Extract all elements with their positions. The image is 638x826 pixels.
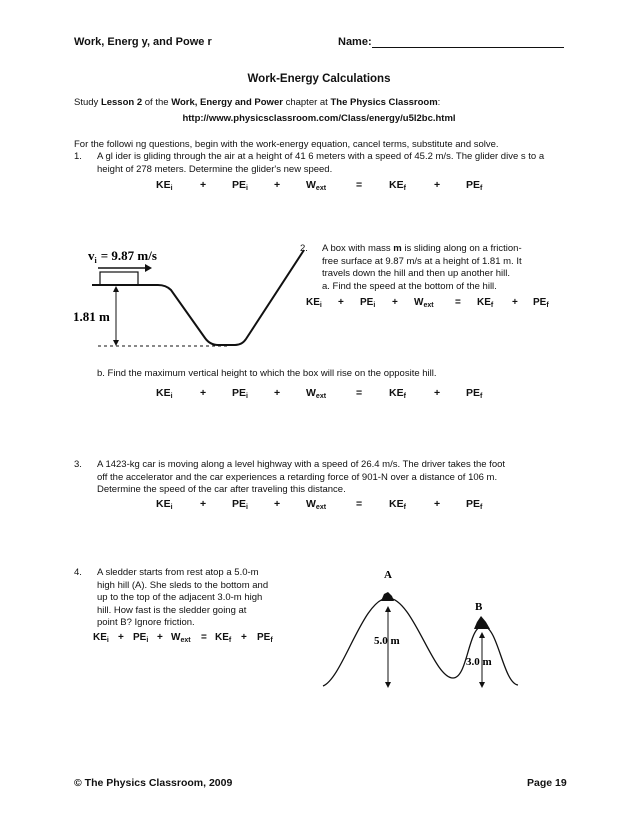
q1-text: A gl ider is gliding through the air at a height of 41 6 meters with a speed of 45.2 m/s. The glider dive s to a height of 278 meters. Determine the glider's new speed. — [97, 151, 545, 175]
eq-plus: + — [157, 632, 163, 643]
q2-fig-height-arrowhead-top — [113, 286, 119, 292]
study-mid: of the — [142, 97, 172, 108]
study-url[interactable]: http://www.physicsclassroom.com/Class/energy/u5l2bc.html — [182, 113, 456, 124]
eq-w-ext: $W_{ext}$ — [414, 297, 434, 309]
eq-plus: + — [434, 179, 441, 191]
q2-fig-height-arrowhead-bottom — [113, 340, 119, 346]
equation-row-q2b — [0, 387, 638, 403]
eq-equals: = — [201, 632, 207, 643]
q3-number: 3. — [74, 459, 82, 470]
eq-equals: = — [356, 179, 363, 191]
q2-fig-arrowhead — [145, 264, 152, 272]
q4-fig-label-a: A — [384, 569, 392, 581]
eq-pe-f: $PE_f$ — [257, 632, 273, 644]
q2-fig-vi-label: $v_i = 9.87$ m/s — [88, 248, 157, 265]
q2-line2: free surface at 9.87 m/s at a height of 1.81 m. It — [322, 255, 522, 267]
eq-plus: + — [338, 297, 344, 308]
q4-fig-height-a-arrowhead-top — [385, 606, 391, 612]
eq-plus: + — [200, 498, 207, 510]
q2-part-a: a. Find the speed at the bottom of the hill. — [322, 280, 497, 292]
instructions: For the followi ng questions, begin with the work-energy equation, cancel terms, substitute and solve. — [74, 139, 499, 150]
study-lesson: Lesson 2 — [100, 97, 143, 108]
eq-pe-i: $PE_i$ — [133, 632, 149, 644]
eq-plus: + — [241, 632, 247, 643]
eq-ke-i: $KE_i$ — [306, 297, 322, 309]
eq-ke-i: $KE_i$ — [156, 387, 173, 400]
q4-fig-height-a-arrowhead-bottom — [385, 682, 391, 688]
q3-line3: Determine the speed of the car after traveling this distance. — [97, 484, 346, 495]
q1-number: 1. — [74, 151, 82, 162]
eq-equals: = — [455, 297, 461, 308]
eq-pe-i: $PE_i$ — [232, 498, 248, 511]
eq-w-ext: $W_{ext}$ — [306, 498, 327, 511]
header-title: Work, Energ y, and Powe r — [74, 36, 212, 48]
q3-text — [97, 459, 567, 497]
equation-row-q1 — [0, 179, 638, 195]
eq-plus: + — [274, 387, 281, 399]
worksheet-title: Work-Energy Calculations — [247, 73, 391, 85]
eq-w-ext: $W_{ext}$ — [171, 632, 191, 644]
eq-plus: + — [434, 387, 441, 399]
q2-number: 2. — [300, 243, 308, 254]
q3-line1: A 1423-kg car is moving along a level highway with a speed of 26.4 m/s. The driver takes the foot — [97, 459, 506, 470]
study-site: The Physics Classroom — [330, 97, 438, 108]
eq-plus: + — [118, 632, 124, 643]
footer-page-number: Page 19 — [527, 777, 567, 789]
q4-fig-hills — [323, 598, 518, 686]
q4-hills-figure — [318, 568, 523, 693]
eq-ke-f: $KE_f$ — [389, 179, 406, 192]
eq-plus: + — [200, 387, 207, 399]
eq-pe-i: $PE_i$ — [360, 297, 376, 309]
q4-line5: point B? Ignore friction. — [97, 617, 195, 628]
eq-ke-i: $KE_i$ — [156, 179, 173, 192]
q2-line3: travels down the hill and then up another hill. — [322, 268, 511, 279]
eq-ke-i: $KE_i$ — [93, 632, 109, 644]
q2-fig-box — [100, 272, 138, 285]
study-prefix: Study — [74, 97, 101, 108]
name-field-line[interactable] — [372, 47, 564, 48]
q4-fig-height-b-arrowhead-top — [479, 632, 485, 638]
q4-line4: hill. How fast is the sledder going at — [97, 604, 247, 616]
q4-fig-sledder-b — [474, 616, 490, 629]
eq-pe-i: $PE_i$ — [232, 179, 248, 192]
study-line — [74, 97, 440, 110]
eq-equals: = — [356, 387, 363, 399]
eq-plus: + — [200, 179, 207, 191]
eq-plus: + — [274, 498, 281, 510]
eq-w-ext: $W_{ext}$ — [306, 387, 327, 400]
q2-line1: A box with mass — [322, 243, 394, 254]
q4-text — [97, 567, 297, 630]
q4-line3: up to the top of the adjacent 3.0-m high — [97, 592, 263, 603]
eq-pe-f: $PE_f$ — [466, 498, 483, 511]
eq-ke-f: $KE_f$ — [215, 632, 232, 644]
q4-fig-height-b-label: 3.0 m — [466, 656, 492, 668]
eq-plus: + — [512, 297, 518, 308]
eq-w-ext: $W_{ext}$ — [306, 179, 327, 192]
eq-plus: + — [434, 498, 441, 510]
equation-row-q3 — [0, 498, 638, 514]
equation-row-q2a — [0, 297, 638, 313]
eq-plus: + — [392, 297, 398, 308]
footer-copyright: © The Physics Classroom, 2009 — [74, 777, 233, 789]
eq-ke-f: $KE_f$ — [389, 498, 406, 511]
eq-equals: = — [356, 498, 363, 510]
q4-fig-label-b: B — [475, 601, 483, 613]
eq-pe-f: $PE_f$ — [533, 297, 549, 309]
q4-fig-sledder-a — [381, 592, 394, 601]
study-chapter: Work, Energy and Power — [171, 97, 283, 108]
q2-fig-height-label: 1.81 m — [73, 309, 110, 324]
eq-pe-f: $PE_f$ — [466, 179, 483, 192]
q4-line2: high hill (A). She sleds to the bottom and — [97, 579, 269, 591]
eq-ke-f: $KE_f$ — [389, 387, 406, 400]
eq-plus: + — [274, 179, 281, 191]
eq-ke-f: $KE_f$ — [477, 297, 494, 309]
name-label: Name: — [338, 36, 372, 48]
q2-line1b: is sliding along on a friction- — [401, 243, 522, 254]
q4-fig-height-b-arrowhead-bottom — [479, 682, 485, 688]
eq-ke-i: $KE_i$ — [156, 498, 173, 511]
q2-part-b: b. Find the maximum vertical height to which the box will rise on the opposite hill. — [97, 368, 437, 379]
q4-line1: A sledder starts from rest atop a 5.0-m — [97, 567, 259, 578]
eq-pe-i: $PE_i$ — [232, 387, 248, 400]
q2-text — [322, 243, 562, 293]
q4-fig-height-a-label: 5.0 m — [374, 635, 400, 647]
q3-line2: off the accelerator and the car experiences a retarding force of 901-N over a distance of 106 m. — [97, 471, 498, 483]
eq-pe-f: $PE_f$ — [466, 387, 483, 400]
q4-number: 4. — [74, 567, 82, 578]
study-mid2: chapter at — [282, 97, 331, 108]
q2-mass-symbol: m — [393, 243, 402, 254]
study-end: : — [437, 97, 441, 108]
